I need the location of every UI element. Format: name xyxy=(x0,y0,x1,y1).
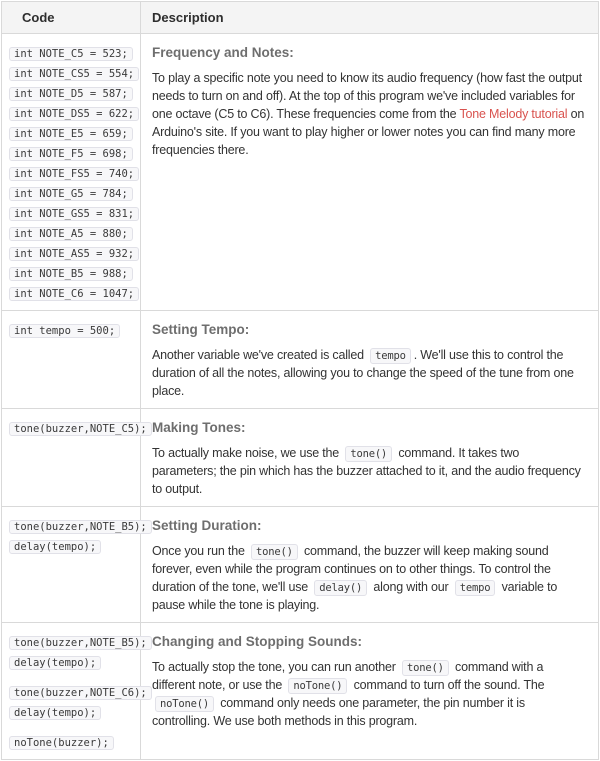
code-snippet: tone(buzzer,NOTE_B5); xyxy=(9,636,152,650)
table-row xyxy=(2,507,598,623)
code-line xyxy=(9,653,135,671)
inline-code: noTone() xyxy=(288,678,347,694)
code-line xyxy=(9,64,135,82)
code-snippet: int NOTE_G5 = 784; xyxy=(9,187,133,201)
code-cell xyxy=(2,507,147,622)
code-line xyxy=(9,284,135,302)
description-heading: Frequency and Notes: xyxy=(152,45,294,60)
description-heading: Setting Duration: xyxy=(152,518,262,533)
code-snippet: noTone(buzzer); xyxy=(9,736,114,750)
code-snippet: tone(buzzer,NOTE_C5); xyxy=(9,422,152,436)
description-cell xyxy=(141,623,598,759)
description-paragraph: To play a specific note you need to know its audio frequency (how fast the output needs to turn on and off). At the top of this program we've included variables for one octave (C5 to C6). These frequencies come from the Tone Melody tutorial on Arduino's site. If you want to play higher or lower notes you can find many more frequencies there. xyxy=(152,71,585,157)
code-group xyxy=(9,683,147,721)
code-cell xyxy=(2,34,141,310)
code-snippet: int NOTE_CS5 = 554; xyxy=(9,67,139,81)
table-body xyxy=(2,34,598,759)
code-line xyxy=(9,321,135,339)
code-line xyxy=(9,124,135,142)
inline-code: tone() xyxy=(345,446,392,462)
tone-melody-tutorial-link[interactable]: Tone Melody tutorial xyxy=(459,107,568,121)
code-snippet: int NOTE_B5 = 988; xyxy=(9,267,133,281)
code-line xyxy=(9,733,135,751)
code-snippet: int tempo = 500; xyxy=(9,324,120,338)
code-line xyxy=(9,224,135,242)
column-header-description: Description xyxy=(152,10,224,25)
description-cell xyxy=(141,311,598,408)
code-line xyxy=(9,104,135,122)
code-line xyxy=(9,419,147,437)
code-snippet: delay(tempo); xyxy=(9,706,101,720)
code-line xyxy=(9,683,147,701)
code-line xyxy=(9,164,135,182)
code-snippet: delay(tempo); xyxy=(9,656,101,670)
code-line xyxy=(9,537,135,555)
code-group xyxy=(9,419,147,437)
code-line xyxy=(9,84,135,102)
table-row xyxy=(2,311,598,409)
code-line xyxy=(9,44,135,62)
code-line xyxy=(9,144,135,162)
code-group xyxy=(9,321,135,339)
inline-code: delay() xyxy=(314,580,367,596)
table-row xyxy=(2,34,598,311)
code-snippet: int NOTE_C6 = 1047; xyxy=(9,287,139,301)
description-heading: Making Tones: xyxy=(152,420,246,435)
table-row xyxy=(2,623,598,759)
inline-code: tone() xyxy=(402,660,449,676)
description-heading: Setting Tempo: xyxy=(152,322,250,337)
code-snippet: tone(buzzer,NOTE_B5); xyxy=(9,520,152,534)
code-snippet: int NOTE_AS5 = 932; xyxy=(9,247,139,261)
code-cell xyxy=(2,623,147,759)
code-line xyxy=(9,244,135,262)
code-line xyxy=(9,264,135,282)
code-line xyxy=(9,184,135,202)
description-heading: Changing and Stopping Sounds: xyxy=(152,634,362,649)
column-header-code: Code xyxy=(2,2,141,33)
code-group xyxy=(9,517,147,555)
description-paragraph: Once you run the tone() command, the buzzer will keep making sound forever, even while the program continues on to other things. To control the duration of the tone, we'll use delay() along with our tempo variable to pause while the tone is playing. xyxy=(152,544,558,612)
code-line xyxy=(9,703,135,721)
description-cell xyxy=(141,409,598,506)
description-cell xyxy=(141,34,598,310)
description-paragraph: Another variable we've created is called tempo . We'll use this to control the duration of all the notes, allowing you to change the speed of the tune from one place. xyxy=(152,348,574,398)
table-row xyxy=(2,409,598,507)
code-group xyxy=(9,633,147,671)
code-snippet: int NOTE_FS5 = 740; xyxy=(9,167,139,181)
code-line xyxy=(9,633,147,651)
table-header-row xyxy=(2,2,598,34)
description-paragraph: To actually make noise, we use the tone() command. It takes two parameters; the pin which has the buzzer attached to it, and the audio frequency to output. xyxy=(152,446,581,496)
code-snippet: tone(buzzer,NOTE_C6); xyxy=(9,686,152,700)
code-snippet: int NOTE_F5 = 698; xyxy=(9,147,133,161)
code-description-table xyxy=(1,1,599,760)
code-cell xyxy=(2,311,141,408)
code-group xyxy=(9,44,135,302)
code-cell xyxy=(2,409,147,506)
code-line xyxy=(9,204,135,222)
code-snippet: int NOTE_D5 = 587; xyxy=(9,87,133,101)
code-group xyxy=(9,733,135,751)
code-snippet: int NOTE_DS5 = 622; xyxy=(9,107,139,121)
code-snippet: int NOTE_GS5 = 831; xyxy=(9,207,139,221)
inline-code: noTone() xyxy=(155,696,214,712)
description-cell xyxy=(141,507,598,622)
code-snippet: delay(tempo); xyxy=(9,540,101,554)
inline-code: tempo xyxy=(370,348,411,364)
code-snippet: int NOTE_A5 = 880; xyxy=(9,227,133,241)
code-snippet: int NOTE_C5 = 523; xyxy=(9,47,133,61)
inline-code: tone() xyxy=(251,544,298,560)
description-paragraph: To actually stop the tone, you can run another tone() command with a different note, or use the noTone() command to turn off the sound. The noTone() command only needs one parameter, the pin number it is controlling. We use both methods in this program. xyxy=(152,660,545,728)
code-snippet: int NOTE_E5 = 659; xyxy=(9,127,133,141)
code-line xyxy=(9,517,147,535)
inline-code: tempo xyxy=(455,580,496,596)
